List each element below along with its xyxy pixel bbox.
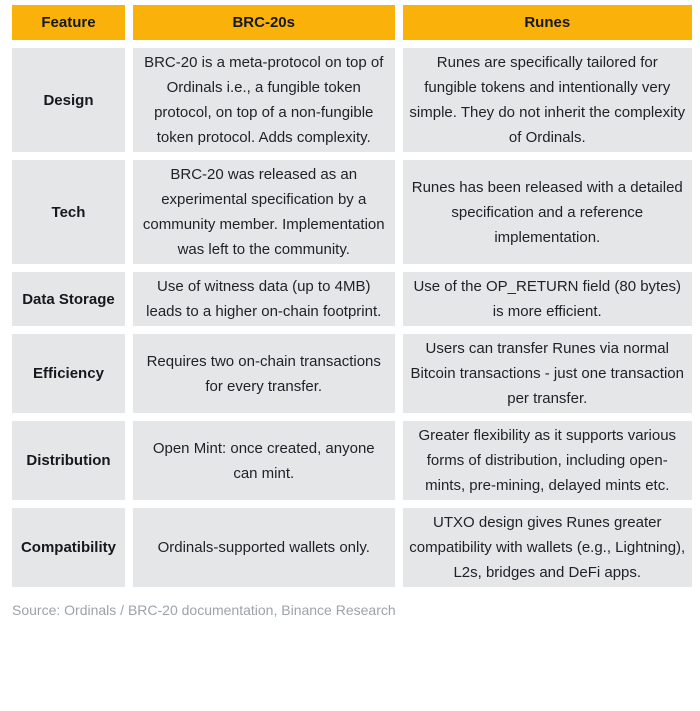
- table-row-data-storage: [12, 272, 692, 326]
- cell-data-storage-brc20: Use of witness data (up to 4MB) leads to a higher on-chain footprint.: [133, 272, 395, 326]
- cell-design-runes: Runes are specifically tailored for fungible tokens and intentionally very simple. They do not inherit the complexity of Ordinals.: [403, 48, 692, 152]
- table-row-efficiency: [12, 334, 692, 413]
- cell-efficiency-brc20: Requires two on-chain transactions for every transfer.: [133, 334, 395, 413]
- cell-tech-brc20: BRC-20 was released as an experimental specification by a community member. Implementation was left to the community.: [133, 160, 395, 264]
- brc20-vs-runes-table: [4, 0, 700, 595]
- feature-label-design: Design: [12, 48, 125, 152]
- feature-label-tech: Tech: [12, 160, 125, 264]
- feature-label-distribution: Distribution: [12, 421, 125, 500]
- cell-distribution-brc20: Open Mint: once created, anyone can mint.: [133, 421, 395, 500]
- feature-label-data-storage: Data Storage: [12, 272, 125, 326]
- cell-tech-runes: Runes has been released with a detailed specification and a reference implementation.: [403, 160, 692, 264]
- table-row-design: [12, 48, 692, 152]
- table-row-compatibility: [12, 508, 692, 587]
- cell-distribution-runes: Greater flexibility as it supports various forms of distribution, including open-mints, pre-mining, delayed mints etc.: [403, 421, 692, 500]
- cell-efficiency-runes: Users can transfer Runes via normal Bitcoin transactions - just one transaction per transfer.: [403, 334, 692, 413]
- source-attribution: Source: Ordinals / BRC-20 documentation, Binance Research: [12, 602, 396, 618]
- table-row-distribution: [12, 421, 692, 500]
- feature-label-efficiency: Efficiency: [12, 334, 125, 413]
- header-brc20: BRC-20s: [133, 5, 395, 40]
- cell-compatibility-runes: UTXO design gives Runes greater compatibility with wallets (e.g., Lightning), L2s, bridges and DeFi apps.: [403, 508, 692, 587]
- cell-data-storage-runes: Use of the OP_RETURN field (80 bytes) is more efficient.: [403, 272, 692, 326]
- table-row-tech: [12, 160, 692, 264]
- cell-compatibility-brc20: Ordinals-supported wallets only.: [133, 508, 395, 587]
- header-row: [12, 5, 692, 40]
- feature-label-compatibility: Compatibility: [12, 508, 125, 587]
- header-runes: Runes: [403, 5, 692, 40]
- header-feature: Feature: [12, 5, 125, 40]
- cell-design-brc20: BRC-20 is a meta-protocol on top of Ordinals i.e., a fungible token protocol, on top of a non-fungible token protocol. Adds complexity.: [133, 48, 395, 152]
